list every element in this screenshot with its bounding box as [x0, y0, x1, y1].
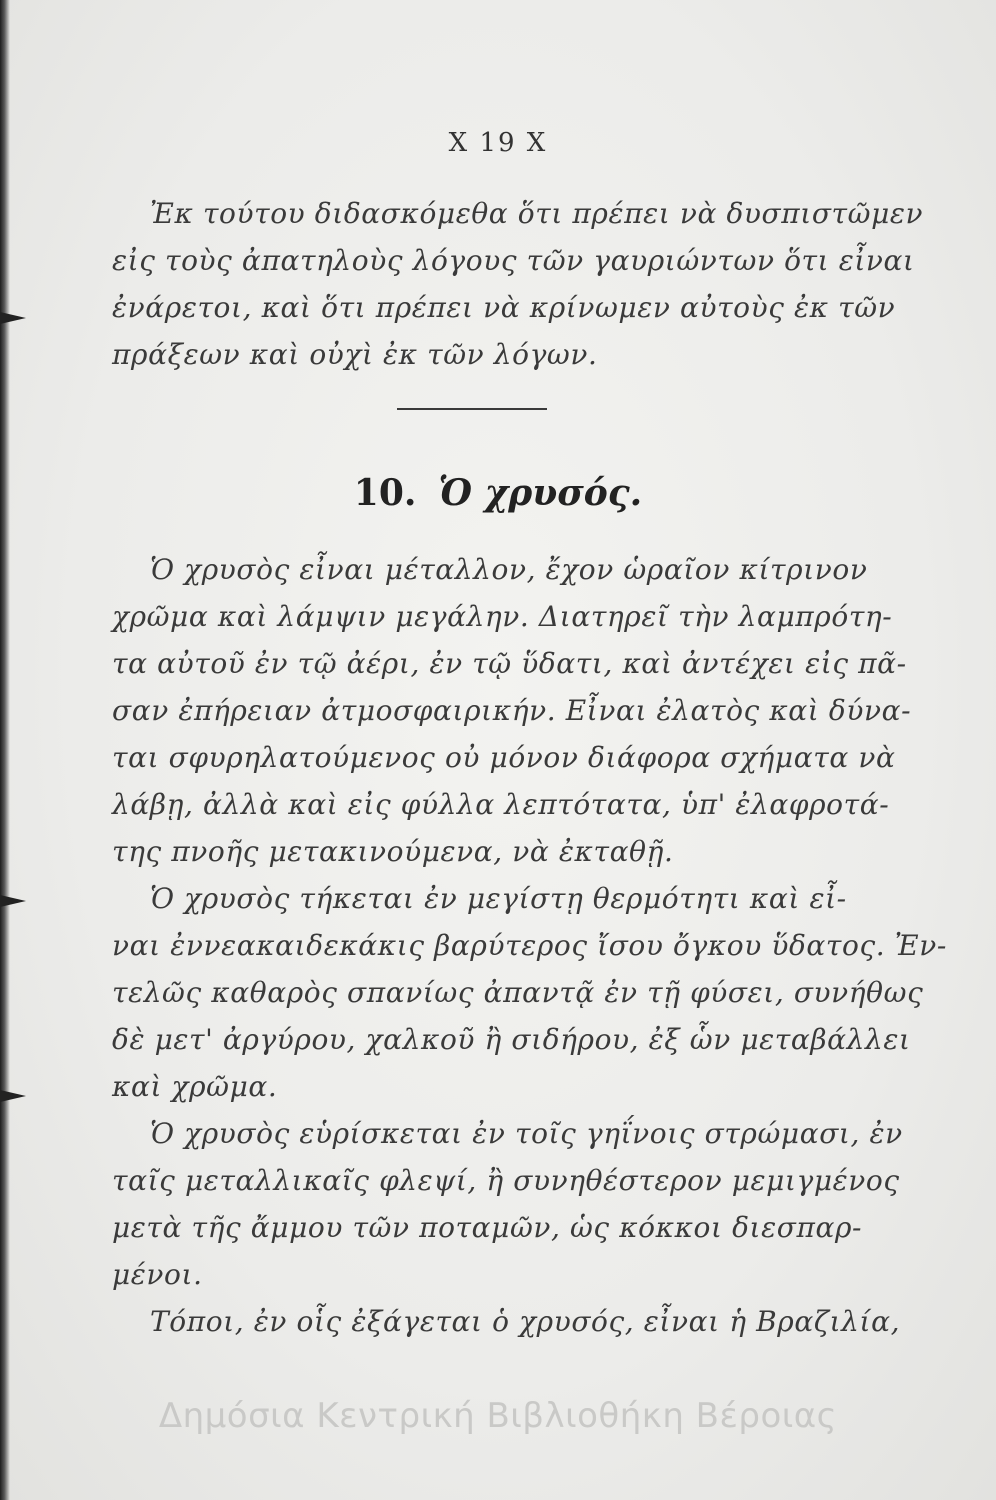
text-line: μένοι. — [112, 1258, 203, 1291]
section-title: Ὁ χρυσός. — [438, 472, 643, 514]
text-line: δὲ μετ' ἀργύρου, χαλκοῦ ἢ σιδήρου, ἐξ ὧν μεταβάλλει — [112, 1023, 911, 1056]
page-left-edge — [0, 0, 10, 1500]
text-line: ναι ἐννεακαιδεκάκις βαρύτερος ἴσου ὄγκου ὕδατος. Ἐν- — [112, 929, 947, 962]
text-line: Ὁ χρυσὸς εἶναι μέταλλον, ἔχον ὡραῖον κίτρινον — [150, 553, 868, 586]
text-line: εἰς τοὺς ἀπατηλοὺς λόγους τῶν γαυριώντων ὅτι εἶναι — [112, 244, 915, 277]
section-divider — [397, 408, 547, 410]
text-line: Ἐκ τούτου διδασκόμεθα ὅτι πρέπει νὰ δυσπιστῶμεν — [150, 197, 924, 230]
text-line: μετὰ τῆς ἄμμου τῶν ποταμῶν, ὡς κόκκοι διεσπαρ- — [112, 1211, 863, 1244]
intro-paragraph — [112, 190, 924, 378]
text-line: ταῖς μεταλλικαῖς φλεψί, ἢ συνηθέστερον μεμιγμένος — [112, 1164, 900, 1197]
section-heading — [0, 472, 996, 514]
edge-tear-mark — [0, 895, 26, 907]
text-line: ται σφυρηλατούμενος οὐ μόνον διάφορα σχήματα νὰ — [112, 741, 896, 774]
text-line: ἐνάρετοι, καὶ ὅτι πρέπει νὰ κρίνωμεν αὐτοὺς ἐκ τῶν — [112, 291, 896, 324]
edge-tear-mark — [0, 1090, 26, 1102]
edge-tear-mark — [0, 312, 26, 324]
text-line: καὶ χρῶμα. — [112, 1070, 278, 1103]
text-line: της πνοῆς μετακινούμενα, νὰ ἐκταθῇ. — [112, 835, 674, 868]
text-line: πράξεων καὶ οὐχὶ ἐκ τῶν λόγων. — [112, 338, 598, 371]
library-watermark: Δημόσια Κεντρική Βιβλιοθήκη Βέροιας — [158, 1396, 838, 1436]
section-number: 10. — [353, 472, 417, 514]
text-line: λάβῃ, ἀλλὰ καὶ εἰς φύλλα λεπτότατα, ὑπ' ἐλαφροτά- — [112, 788, 890, 821]
text-line: Ὁ χρυσὸς εὑρίσκεται ἐν τοῖς γηΐνοις στρώμασι, ἐν — [150, 1117, 903, 1150]
text-line: τελῶς καθαρὸς σπανίως ἀπαντᾷ ἐν τῇ φύσει, συνήθως — [112, 976, 924, 1009]
text-line: Ὁ χρυσὸς τήκεται ἐν μεγίστῃ θερμότητι καὶ εἶ- — [150, 882, 847, 915]
text-line: χρῶμα καὶ λάμψιν μεγάλην. Διατηρεῖ τὴν λαμπρότη- — [112, 600, 893, 633]
text-line: σαν ἐπήρειαν ἀτμοσφαιρικήν. Εἶναι ἐλατὸς καὶ δύνα- — [112, 694, 912, 727]
text-line: τα αὐτοῦ ἐν τῷ ἀέρι, ἐν τῷ ὕδατι, καὶ ἀντέχει εἰς πᾶ- — [112, 647, 907, 680]
text-line: Τόποι, ἐν οἷς ἐξάγεται ὁ χρυσός, εἶναι ἡ Βραζιλία, — [150, 1305, 901, 1338]
page-number-header: Χ 19 Χ — [448, 128, 548, 158]
body-text — [112, 546, 947, 1345]
